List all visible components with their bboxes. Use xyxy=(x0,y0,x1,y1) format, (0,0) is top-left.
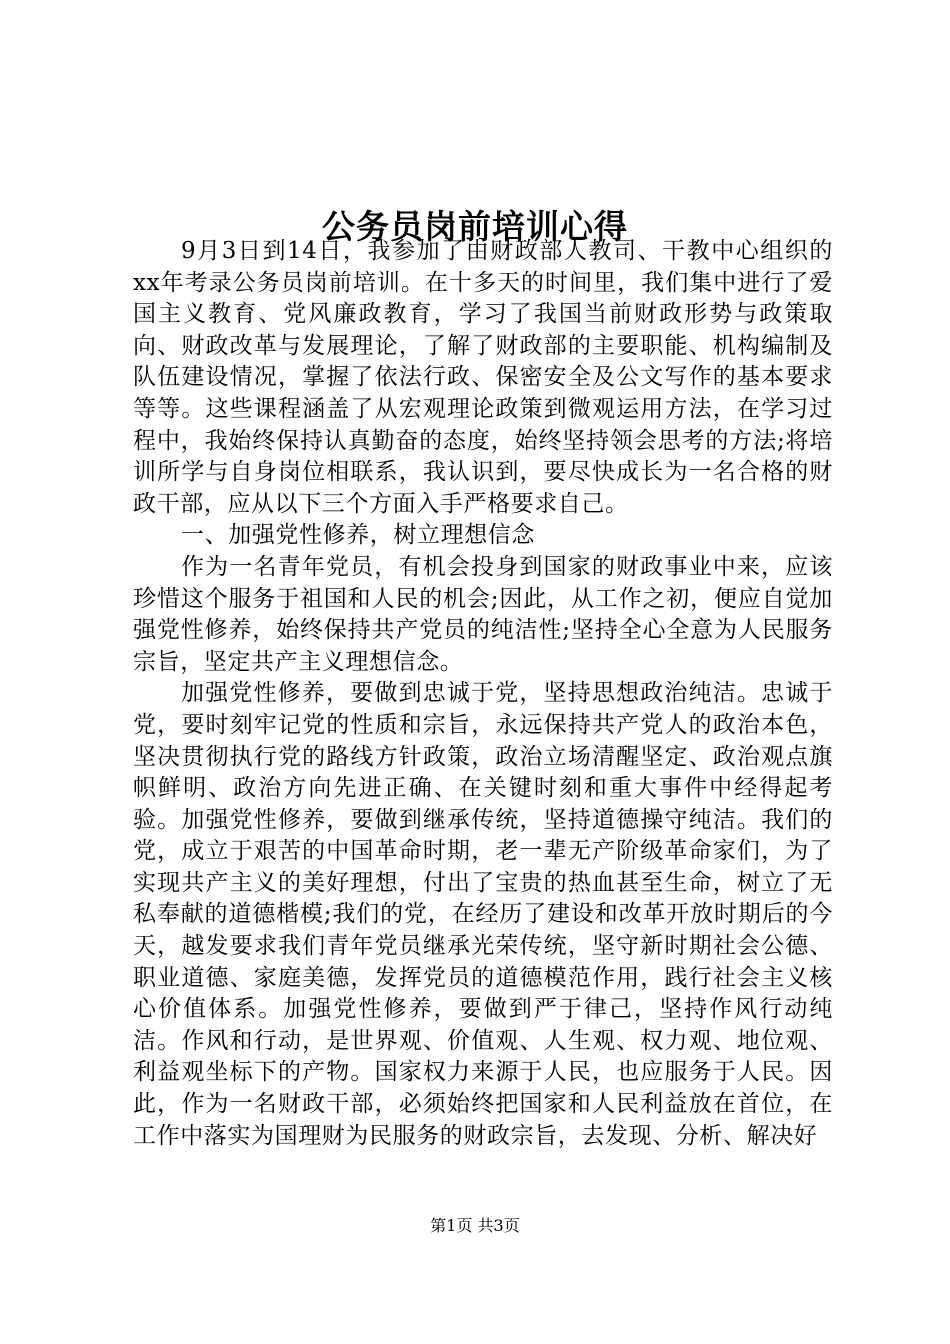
document-body xyxy=(133,236,833,1152)
paragraph-3: 加强党性修养，要做到忠诚于党，坚持思想政治纯洁。忠诚于党，要时刻牢记党的性质和宗旨，永远保持共产党人的政治本色，坚决贯彻执行党的路线方针政策，政治立场清醒坚定、政治观点旗帜鲜明、政治方向先进正确、在关键时刻和重大事件中经得起考验。加强党性修养，要做到继承传统，坚持道德操守纯洁。我们的党，成立于艰苦的中国革命时期，老一辈无产阶级革命家们，为了实现共产主义的美好理想，付出了宝贵的热血甚至生命，树立了无私奉献的道德楷模;我们的党，在经历了建设和改革开放时期后的今天，越发要求我们青年党员继承光荣传统，坚守新时期社会公德、职业道德、家庭美德，发挥党员的道德模范作用，践行社会主义核心价值体系。加强党性修养，要做到严于律己，坚持作风行动纯洁。作风和行动，是世界观、价值观、人生观、权力观、地位观、利益观坐标下的产物。国家权力来源于人民，也应服务于人民。因此，作为一名财政干部，必须始终把国家和人民利益放在首位，在工作中落实为国理财为民服务的财政宗旨，去发现、分析、解决好 xyxy=(133,680,833,1149)
paragraph-2: 作为一名青年党员，有机会投身到国家的财政事业中来，应该珍惜这个服务于祖国和人民的机会;因此，从工作之初，便应自觉加强党性修养，始终保持共产党员的纯洁性;坚持全心全意为人民服务宗旨，坚定共产主义理想信念。 xyxy=(133,553,833,675)
page-number-footer: 第1页 共3页 xyxy=(430,1216,520,1235)
paragraph-intro: 9月3日到14日，我参加了由财政部人教司、干教中心组织的xx年考录公务员岗前培训。在十多天的时间里，我们集中进行了爱国主义教育、党风廉政教育，学习了我国当前财政形势与政策取向、财政改革与发展理论，了解了财政部的主要职能、机构编制及队伍建设情况，掌握了依法行政、保密安全及公文写作的基本要求等等。这些课程涵盖了从宏观理论政策到微观运用方法，在学习过程中，我始终保持认真勤奋的态度，始终坚持领会思考的方法;将培训所学与自身岗位相联系，我认识到，要尽快成长为一名合格的财政干部，应从以下三个方面入手严格要求自己。 xyxy=(133,238,833,517)
document-title: 公务员岗前培训心得 xyxy=(322,207,628,247)
section-heading-1: 一、加强党性修养，树立理想信念 xyxy=(181,522,535,549)
